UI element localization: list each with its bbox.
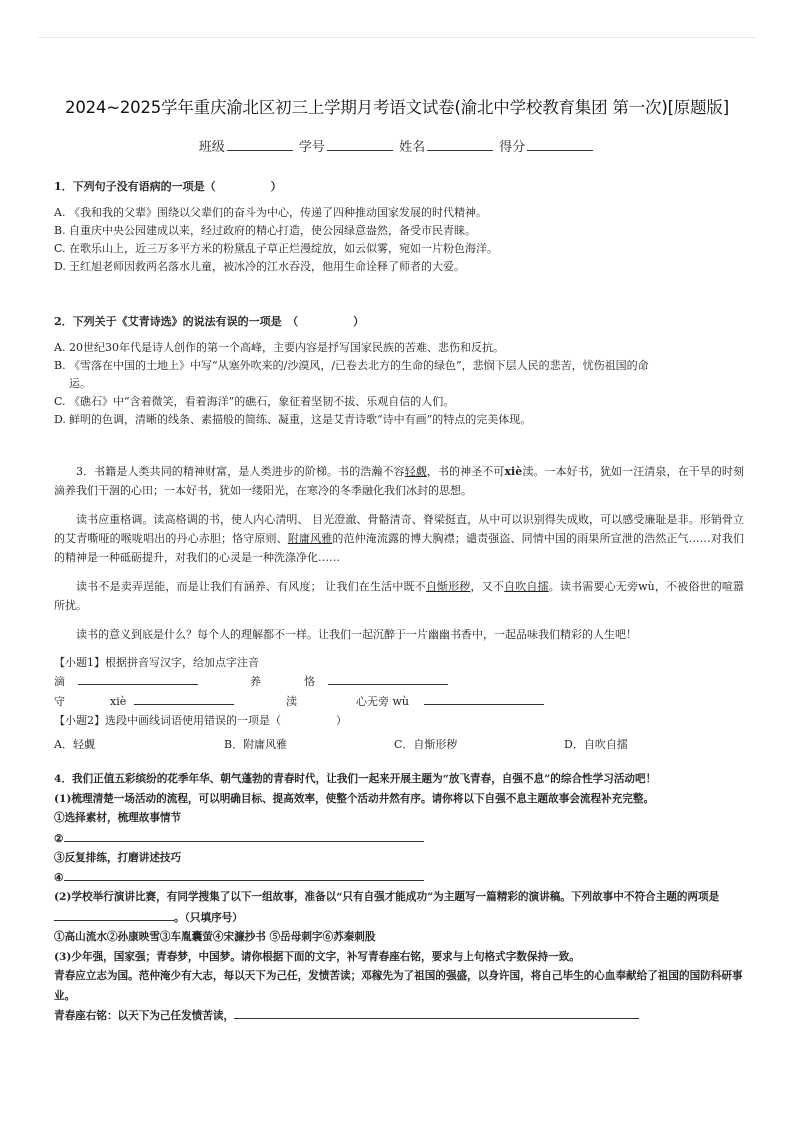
question-2-option-c <box>54 393 744 411</box>
option-label: C. <box>54 395 66 408</box>
option-text: 王红旭老师因救两名落水儿童，被冰冷的江水吞没，他用生命诠释了师者的大爱。 <box>69 260 465 273</box>
text-span: 。读书需要心无旁wù，不被俗世的喧嚣所扰。 <box>54 580 745 612</box>
option-label: A. <box>54 206 66 219</box>
option-d[interactable]: D．自吹自擂 <box>564 738 628 751</box>
pinyin-row-2 <box>54 692 744 712</box>
option-text: 《雪落在中国的土地上》中写“从塞外吹来的/沙漠风，/已卷去北方的生命的绿色”，悲悯下层人民的悲苦，忧伤祖国的命 <box>69 359 649 372</box>
word-label: xiè <box>110 695 127 708</box>
text-span: ，又不 <box>470 580 505 593</box>
answer-blank[interactable] <box>78 672 198 685</box>
text-span: ，书的神圣不可 <box>426 465 505 478</box>
option-a[interactable]: A．轻觑 <box>54 738 95 751</box>
page-top-divider <box>38 37 756 38</box>
text-span: 渎。一本好书，犹如一汪清泉，在干旱的时刻滴养我们干涸的心田；一本好书，犹如一缕阳光，在寒冷的冬季融化我们冰封的思想。 <box>54 465 745 497</box>
text-span: 。（只填序号） <box>174 911 243 924</box>
question-4-part-1: (1)梳理清楚一场活动的流程，可以明确目标、提高效率，使整个活动井然有序。请你将以下自强不息主题故事会流程补充完整。 <box>54 792 655 805</box>
question-4-part-2 <box>54 888 744 928</box>
text-span: 读书不是卖弄逞能，而是让我们有涵养、有风度； 让我们在生活中既不 <box>76 580 426 593</box>
word-label: 心无旁 wù <box>356 695 409 708</box>
subquestion-1-stem: 【小题1】根据拼音写汉字，给加点字注音 <box>54 656 259 669</box>
option-label: B. <box>54 224 66 237</box>
question-2 <box>54 313 744 429</box>
class-blank[interactable] <box>227 138 293 151</box>
underlined-word: 轻觑 <box>404 465 427 478</box>
student-id-blank[interactable] <box>327 138 393 151</box>
class-label: 班级 <box>198 140 225 155</box>
page-title: 2024~2025学年重庆渝北区初三上学期月考语文试卷(渝北中学校教育集团 第一次)[原题版] <box>65 98 729 117</box>
student-id-label: 学号 <box>298 140 325 155</box>
motto-context: 青春应立志为国。范仲淹少有大志，每以天下为己任，发愤苦读；邓稼先为了祖国的强盛，以身许国，将自己毕生的心血奉献给了祖国的国防科研事业。 <box>54 970 743 1002</box>
score-blank[interactable] <box>527 138 593 151</box>
answer-blank[interactable] <box>234 1006 639 1019</box>
answer-blank[interactable] <box>64 868 424 881</box>
reading-paragraph-3 <box>54 577 744 615</box>
answer-blank[interactable] <box>424 692 544 705</box>
text-span: 读书的意义到底是什么？每个人的理解都不一样。让我们一起沉醉于一片幽幽书香中，一起品味我们精彩的人生吧！ <box>76 628 637 641</box>
name-label: 姓名 <box>399 140 426 155</box>
question-2-option-b <box>54 357 744 393</box>
reading-paragraph-4 <box>54 625 744 644</box>
question-1-option-d <box>54 258 744 276</box>
option-label: B. <box>54 359 66 372</box>
reading-paragraph-2 <box>54 510 744 567</box>
word-label: 恪 <box>304 675 315 688</box>
question-2-option-a <box>54 339 744 357</box>
question-1-option-b <box>54 222 744 240</box>
reading-paragraph-1 <box>54 462 744 500</box>
answer-blank[interactable] <box>328 672 448 685</box>
subquestion-2-stem: 【小题2】选段中画线词语使用错误的一项是（ ） <box>54 714 347 727</box>
option-c[interactable]: C．自惭形秽 <box>394 738 458 751</box>
subquestion-2-options <box>54 736 744 754</box>
answer-blank[interactable] <box>134 692 234 705</box>
question-1-stem: 1．下列句子没有语病的一项是（ ） <box>54 180 282 193</box>
option-text: 在歌乐山上，近三万多平方米的粉黛乱子草正烂漫绽放，如云似雾，宛如一片粉色海洋。 <box>69 242 498 255</box>
option-text: 《礁石》中“含着微笑，看着海洋”的礁石，象征着坚韧不拔、乐观自信的人们。 <box>69 395 455 408</box>
process-step-3: ③反复排练，打磨讲述技巧 <box>54 851 182 864</box>
process-step-4 <box>54 868 744 888</box>
text-span: 的范仲淹流露的博大胸襟；谴责强盗、同情中国的雨果所宣泄的浩然正气……对我们的精神是一种砥砺提升，对我们的心灵是一种洗涤净化…… <box>54 532 745 564</box>
text-span: (2)学校举行演讲比赛，有同学搜集了以下一组故事，准备以“只有自强才能成功”为主题写一篇精彩的演讲稿。下列故事中不符合主题的两项是 <box>54 891 720 903</box>
option-label: A. <box>54 341 66 354</box>
step-label: ④ <box>54 872 64 884</box>
answer-blank[interactable] <box>54 908 174 921</box>
question-3 <box>54 462 744 754</box>
option-text: 《我和我的父辈》围绕以父辈们的奋斗为中心，传递了四种推动国家发展的时代精神。 <box>69 206 487 219</box>
step-label: ② <box>54 832 64 845</box>
question-1-option-c <box>54 240 744 258</box>
option-text: 鲜明的色调，清晰的线条、素描般的简练、凝重，这是艾青诗歌“诗中有画”的特点的完美体现。 <box>69 413 532 426</box>
motto-line <box>54 1006 744 1026</box>
question-2-option-d <box>54 411 744 429</box>
option-label: D. <box>54 260 66 273</box>
text-span: 读书应重格调。读高格调的书，使人内心清明、 目光澄澈、骨骼清奇、脊梁挺直，从中可以识别得失成败，可以感受廉耻是非。形销骨立的艾青嘶哑的喉咙唱出的丹心赤胆；恪守原则、 <box>54 513 744 545</box>
pinyin-row-1 <box>54 672 744 692</box>
motto-label: 青春座右铭：以天下为己任发愤苦读， <box>54 1010 235 1022</box>
underlined-word: 附庸风雅 <box>287 532 333 545</box>
question-4 <box>54 770 744 1026</box>
underlined-word: 自吹自擂 <box>504 580 549 593</box>
question-4-stem: 4．我们正值五彩缤纷的花季年华、朝气蓬勃的青春时代，让我们一起来开展主题为“放飞青春，自强不息”的综合性学习活动吧！ <box>54 773 657 785</box>
question-2-stem: 2．下列关于《艾青诗选》的说法有误的一项是 （ ） <box>54 315 365 328</box>
option-label: D. <box>54 413 66 426</box>
option-text: 20世纪30年代是诗人创作的第一个高峰，主要内容是抒写国家民族的苦难、悲伤和反抗。 <box>69 341 504 354</box>
score-label: 得分 <box>499 140 526 155</box>
pinyin-prompt: xiè <box>504 465 523 478</box>
option-text-continued: 运。 <box>69 377 91 390</box>
word-label: 守 <box>54 695 65 708</box>
story-list: ①高山流水②孙康映雪③车胤囊萤④宋濂抄书 ⑤岳母刺字⑥苏秦刺股 <box>54 931 376 943</box>
process-step-2 <box>54 829 744 849</box>
option-label: C. <box>54 242 66 255</box>
student-info-line <box>0 136 794 155</box>
word-label: 滴 <box>54 675 65 688</box>
question-4-part-3: (3)少年强，国家强；青春梦，中国梦。请你根据下面的文字，补写青春座右铭，要求与上句格式字数保持一致。 <box>54 950 580 963</box>
name-blank[interactable] <box>427 138 493 151</box>
text-span: 3．书籍是人类共同的精神财富，是人类进步的阶梯。书的浩瀚不容 <box>76 465 405 478</box>
underlined-word: 自惭形秽 <box>425 580 471 593</box>
process-step-1: ①选择素材，梳理故事情节 <box>54 812 182 824</box>
question-1 <box>54 178 744 276</box>
word-label: 渎 <box>286 695 297 708</box>
word-label: 养 <box>250 675 261 688</box>
option-text: 自重庆中央公园建成以来，经过政府的精心打造，使公园绿意盎然，备受市民青睐。 <box>69 224 476 237</box>
answer-blank[interactable] <box>64 829 424 842</box>
option-b[interactable]: B．附庸风雅 <box>224 738 288 751</box>
question-1-option-a <box>54 204 744 222</box>
